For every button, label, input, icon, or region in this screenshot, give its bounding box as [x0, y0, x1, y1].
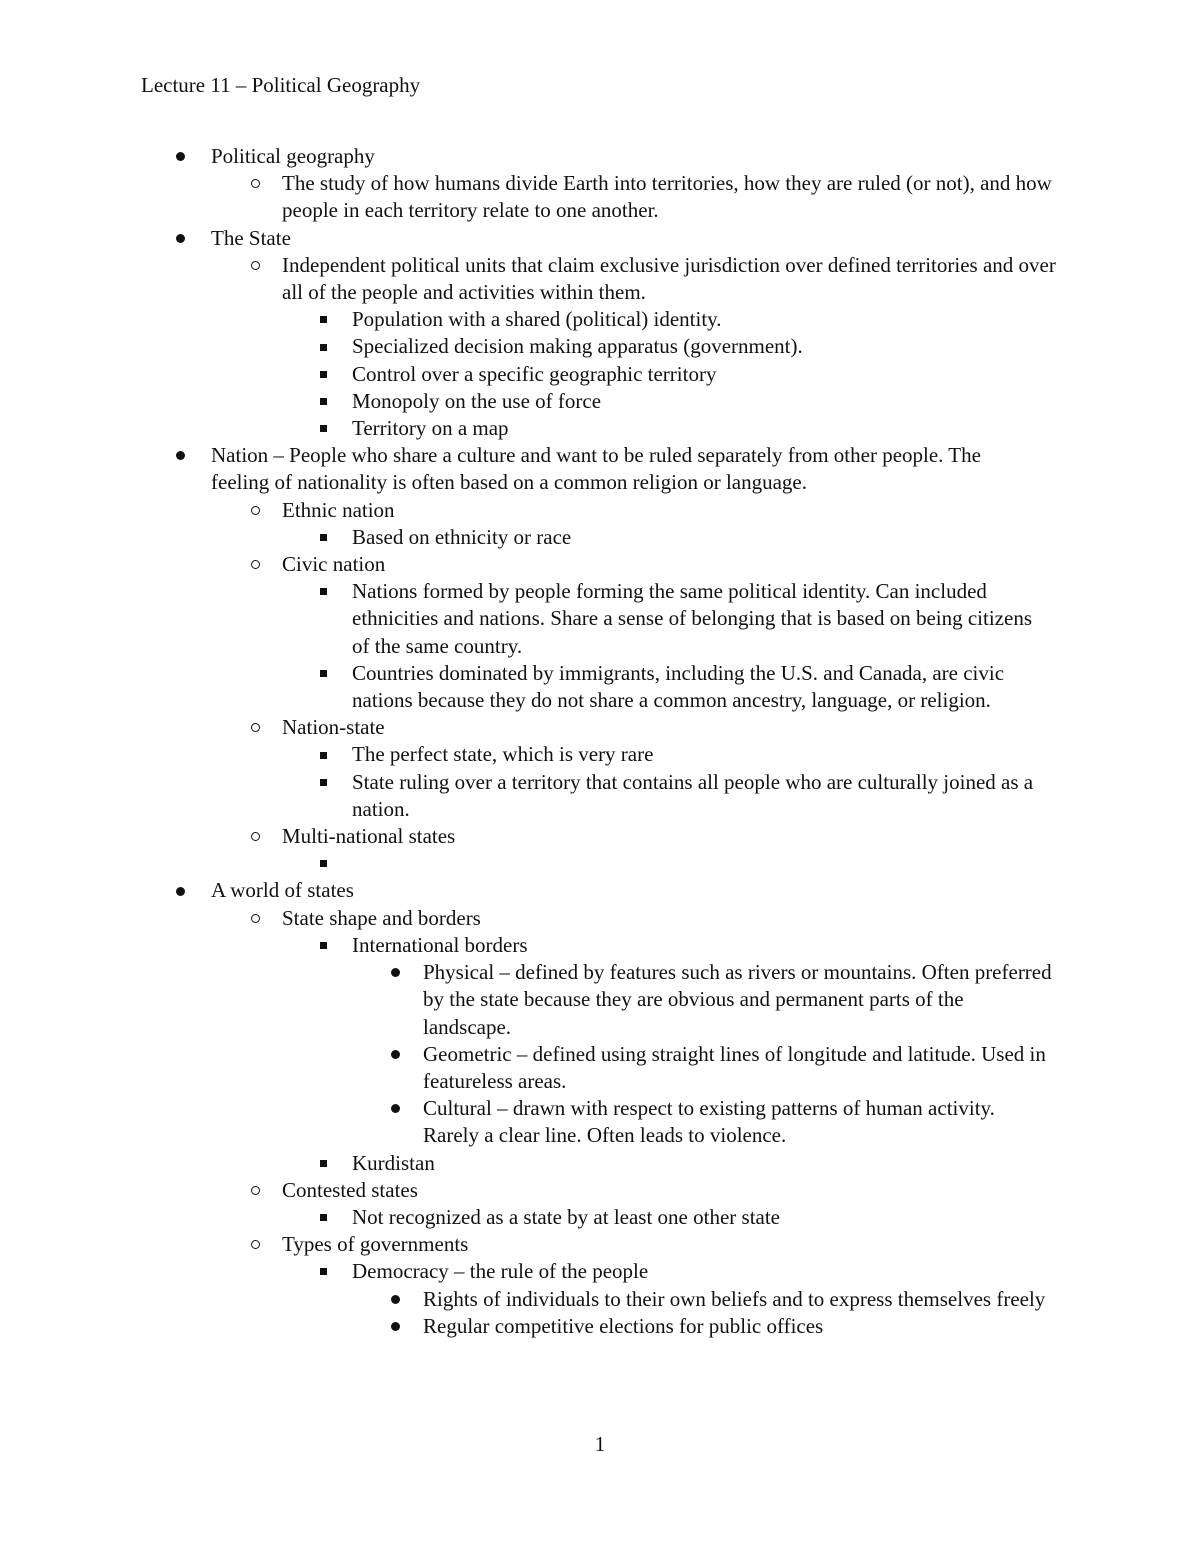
list-item	[0, 769, 1200, 823]
hollow-circle-bullet-icon	[247, 170, 263, 197]
list-item-empty	[0, 850, 1200, 877]
filled-circle-bullet-icon	[388, 959, 402, 986]
list-item-text: Cultural – drawn with respect to existing patterns of human activity. Rarely a clear line. Often leads to violence.	[423, 1096, 995, 1148]
list-item	[0, 823, 1200, 850]
filled-circle-bullet-icon	[388, 1313, 402, 1340]
document-title: Lecture 11 – Political Geography	[141, 73, 421, 97]
list-item-text	[352, 850, 1052, 877]
list-item-text: Types of governments	[282, 1232, 469, 1257]
list-item	[0, 1286, 1200, 1313]
list-item	[0, 415, 1200, 442]
list-item	[0, 714, 1200, 741]
square-bullet-icon	[317, 361, 329, 388]
square-bullet-icon	[317, 932, 329, 959]
list-item	[0, 1231, 1200, 1258]
filled-circle-bullet-icon	[388, 1041, 402, 1068]
list-item-text: Kurdistan	[352, 1150, 435, 1175]
square-bullet-icon	[317, 741, 329, 768]
list-item-text: The perfect state, which is very rare	[352, 742, 654, 767]
list-item-text: Civic nation	[282, 552, 386, 577]
list-item	[0, 1150, 1200, 1177]
hollow-circle-bullet-icon	[247, 905, 263, 932]
square-bullet-icon	[317, 415, 329, 442]
list-item-text: Nations formed by people forming the same political identity. Can included ethnicities and nations. Share a sense of belonging that is based on being citizens of the same country.	[352, 579, 1032, 658]
filled-circle-bullet-icon	[388, 1095, 402, 1122]
list-item	[0, 1204, 1200, 1231]
list-item-text: Contested states	[282, 1177, 418, 1202]
list-item	[0, 877, 1200, 904]
hollow-circle-bullet-icon	[247, 1177, 263, 1204]
list-item	[0, 442, 1200, 496]
list-item	[0, 1095, 1200, 1149]
filled-circle-bullet-icon	[388, 1286, 402, 1313]
square-bullet-icon	[317, 388, 329, 415]
list-item	[0, 361, 1200, 388]
list-item-text: Nation – People who share a culture and want to be ruled separately from other people. The feeling of nationality is often based on a common religion or language.	[211, 443, 981, 495]
list-item-text: Countries dominated by immigrants, including the U.S. and Canada, are civic nations because they do not share a common ancestry, language, or religion.	[352, 660, 1005, 713]
list-item	[0, 1177, 1200, 1204]
hollow-circle-bullet-icon	[247, 551, 263, 578]
list-item	[0, 932, 1200, 959]
list-item-text: Based on ethnicity or race	[352, 524, 572, 549]
list-item-text: Not recognized as a state by at least one other state	[352, 1204, 780, 1229]
lecture-outline	[0, 143, 1200, 1340]
list-item-text: Rights of individuals to their own beliefs and to express themselves freely	[423, 1286, 1046, 1311]
list-item	[0, 170, 1200, 224]
list-item-text: Population with a shared (political) identity.	[352, 307, 722, 332]
square-bullet-icon	[317, 333, 329, 360]
page-number: 1	[594, 1432, 606, 1456]
list-item-text: International borders	[352, 932, 528, 957]
list-item-text: The study of how humans divide Earth into territories, how they are ruled (or not), and how people in each territory relate to one another.	[282, 171, 1052, 223]
list-item-text: Independent political units that claim exclusive jurisdiction over defined territories and over all of the people and activities within them.	[282, 252, 1056, 305]
square-bullet-icon	[317, 850, 329, 877]
list-item	[0, 524, 1200, 551]
list-item-text: Regular competitive elections for public offices	[423, 1313, 824, 1338]
list-item-text: Geometric – defined using straight lines of longitude and latitude. Used in featureless areas.	[423, 1041, 1046, 1093]
list-item	[0, 660, 1200, 714]
hollow-circle-bullet-icon	[247, 497, 263, 524]
list-item	[0, 1041, 1200, 1095]
list-item-text: Specialized decision making apparatus (government).	[352, 334, 803, 359]
filled-circle-bullet-icon	[173, 143, 187, 170]
list-item	[0, 741, 1200, 768]
hollow-circle-bullet-icon	[247, 1231, 263, 1258]
list-item-text: Territory on a map	[352, 416, 509, 441]
square-bullet-icon	[317, 578, 329, 605]
square-bullet-icon	[317, 769, 329, 796]
list-item-text: State ruling over a territory that contains all people who are culturally joined as a nation.	[352, 769, 1034, 821]
hollow-circle-bullet-icon	[247, 714, 263, 741]
list-item-text: Physical – defined by features such as rivers or mountains. Often preferred by the state because they are obvious and permanent parts of the landscape.	[423, 960, 1052, 1039]
square-bullet-icon	[317, 306, 329, 333]
list-item	[0, 1313, 1200, 1340]
list-item-text: Monopoly on the use of force	[352, 388, 602, 413]
list-item-text: A world of states	[211, 878, 354, 903]
list-item	[0, 252, 1200, 306]
list-item	[0, 497, 1200, 524]
list-item-text: Control over a specific geographic territory	[352, 361, 717, 386]
list-item-text: The State	[211, 225, 291, 250]
list-item	[0, 306, 1200, 333]
list-item-text: State shape and borders	[282, 905, 481, 930]
filled-circle-bullet-icon	[173, 442, 187, 469]
square-bullet-icon	[317, 1204, 329, 1231]
list-item-text: Multi-national states	[282, 824, 456, 849]
hollow-circle-bullet-icon	[247, 252, 263, 279]
list-item-text: Democracy – the rule of the people	[352, 1259, 649, 1284]
list-item	[0, 1258, 1200, 1285]
square-bullet-icon	[317, 524, 329, 551]
list-item	[0, 143, 1200, 170]
list-item-text: Political geography	[211, 144, 375, 168]
list-item	[0, 388, 1200, 415]
list-item	[0, 578, 1200, 660]
hollow-circle-bullet-icon	[247, 823, 263, 850]
list-item	[0, 905, 1200, 932]
list-item	[0, 333, 1200, 360]
list-item	[0, 959, 1200, 1041]
square-bullet-icon	[317, 1258, 329, 1285]
square-bullet-icon	[317, 1150, 329, 1177]
square-bullet-icon	[317, 660, 329, 687]
filled-circle-bullet-icon	[173, 225, 187, 252]
list-item-text: Ethnic nation	[282, 497, 395, 522]
list-item	[0, 225, 1200, 252]
filled-circle-bullet-icon	[173, 877, 187, 904]
list-item-text: Nation-state	[282, 715, 385, 740]
list-item	[0, 551, 1200, 578]
